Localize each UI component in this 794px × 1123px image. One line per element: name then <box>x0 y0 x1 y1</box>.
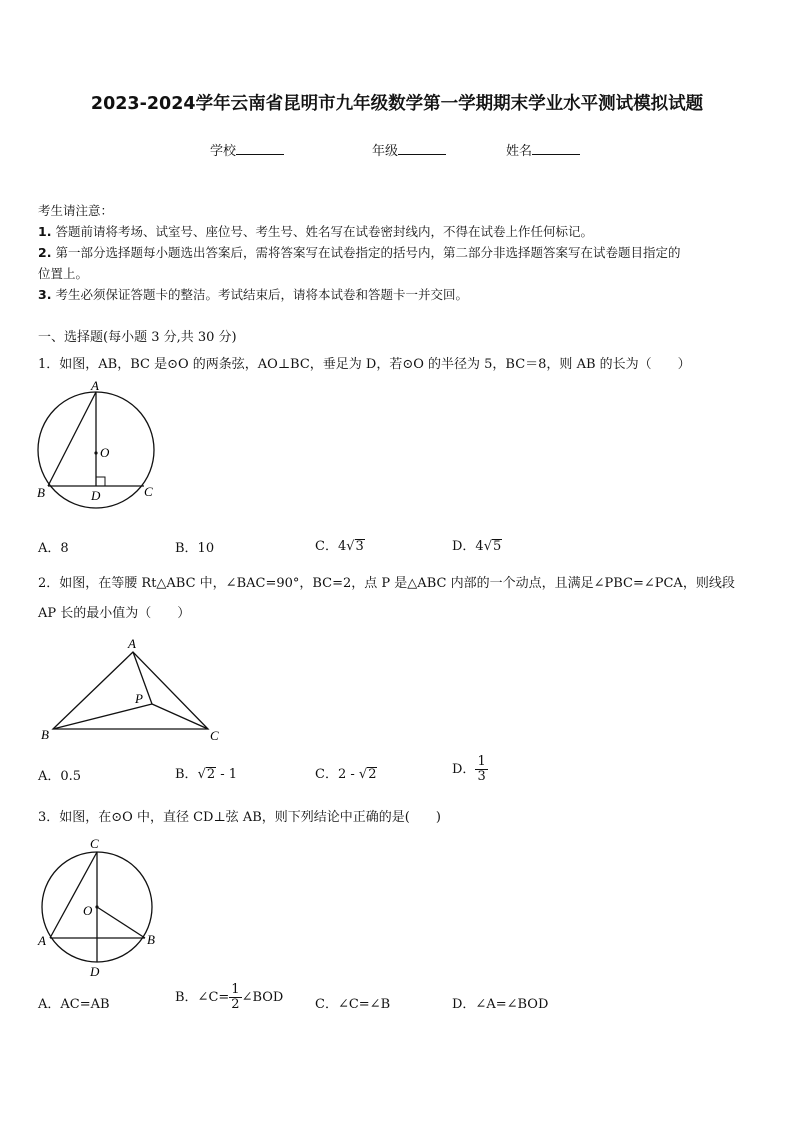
q1-label-d: D <box>91 488 101 503</box>
q3-option-b-prefix: B．∠C= <box>175 990 230 1005</box>
q2-triangle-abc <box>53 652 208 729</box>
q1-label-c: C <box>144 484 153 499</box>
note-2-cont: 位置上。 <box>38 266 89 281</box>
grade-label: 年级 <box>372 144 399 159</box>
q3-center-dot <box>95 905 98 908</box>
notes-heading: 考生请注意： <box>38 203 114 218</box>
q3-label-a: A <box>38 933 46 948</box>
q3-segment-ob <box>97 907 145 938</box>
name-label: 姓名 <box>506 144 533 159</box>
q2-option-d <box>452 755 488 784</box>
school-field <box>210 140 284 159</box>
q1-option-d-radicand: 5 <box>493 539 502 554</box>
q3-label-c: C <box>90 836 99 851</box>
section-heading: 一、选择题(每小题 3 分,共 30 分) <box>38 330 237 345</box>
q3-option-b-suffix: ∠BOD <box>241 990 284 1005</box>
q2-option-b-radicand: 2 <box>206 767 216 782</box>
q2-segment-bp <box>53 704 152 729</box>
q1-option-d-prefix: D．4 <box>452 539 484 554</box>
school-label: 学校 <box>210 144 237 159</box>
note-3-text: 考生必须保证答题卡的整洁。考试结束后，请将本试卷和答题卡一并交回。 <box>55 287 468 302</box>
q1-stem: 1．如图，AB，BC 是⊙O 的两条弦，AO⊥BC，垂足为 D，若⊙O 的半径为 5，BC＝8，则 AB 的长为（ ） <box>38 357 691 372</box>
q2-option-d-fraction <box>475 755 487 784</box>
q2-segment-cp <box>152 704 208 729</box>
q1-center-dot <box>94 451 97 454</box>
note-2-num: 2. <box>38 245 52 260</box>
note-1-text: 答题前请将考场、试室号、座位号、考生号、姓名写在试卷密封线内，不得在试卷上作任何标记。 <box>55 224 593 239</box>
q2-label-a: A <box>128 636 136 651</box>
q2-option-c: C．2 - √2 <box>315 767 377 782</box>
q2-option-d-denominator: 3 <box>477 769 486 784</box>
q1-option-a: A．8 <box>38 541 69 556</box>
q1-option-b: B．10 <box>175 541 215 556</box>
name-blank <box>532 142 580 155</box>
q2-option-c-radicand: 2 <box>368 767 377 782</box>
q1-option-d: D．4√5 <box>452 539 502 554</box>
q3-label-o: O <box>83 903 93 918</box>
q3-option-b-numerator: 1 <box>231 982 240 997</box>
school-blank <box>236 142 284 155</box>
q2-stem-line2: AP 长的最小值为（ ） <box>38 606 191 621</box>
q3-stem: 3．如图，在⊙O 中，直径 CD⊥弦 AB，则下列结论中正确的是( ) <box>38 810 441 825</box>
q3-label-b: B <box>147 932 155 947</box>
note-2-text: 第一部分选择题每小题选出答案后，需将答案写在试卷指定的括号内，第二部分非选择题答案写在试卷题目指定的 <box>55 245 681 260</box>
q2-stem-line1: 2．如图，在等腰 Rt△ABC 中，∠BAC=90°，BC=2，点 P 是△ABC 内部的一个动点，且满足∠PBC=∠PCA，则线段 <box>38 576 735 591</box>
q2-label-c: C <box>210 728 219 743</box>
q1-figure <box>30 380 170 505</box>
grade-blank <box>398 142 446 155</box>
q1-option-c: C．4√3 <box>315 539 364 554</box>
grade-field <box>372 140 446 159</box>
q2-label-b: B <box>41 727 49 742</box>
q3-option-b-fraction <box>229 983 241 1012</box>
q1-chord-ab <box>48 392 96 486</box>
q3-segment-ac <box>50 852 97 938</box>
q2-option-d-prefix: D． <box>452 762 476 777</box>
q1-right-angle-mark <box>96 477 105 486</box>
q2-option-d-numerator: 1 <box>477 754 486 769</box>
q2-label-p: P <box>135 691 143 706</box>
note-1 <box>38 221 593 242</box>
q1-label-o: O <box>100 445 110 460</box>
q3-label-d: D <box>90 964 100 979</box>
q3-option-b <box>175 983 283 1012</box>
q2-option-b-prefix: B． <box>175 767 198 782</box>
q2-option-b: B．√2 - 1 <box>175 767 238 782</box>
q1-option-c-prefix: C．4 <box>315 539 347 554</box>
q3-figure <box>35 835 165 980</box>
note-3 <box>38 284 468 305</box>
q2-option-a: A．0.5 <box>38 769 82 784</box>
q1-label-b: B <box>37 485 45 500</box>
q1-label-a: A <box>91 378 99 393</box>
q2-figure <box>35 632 225 747</box>
q3-option-b-denominator: 2 <box>231 997 240 1012</box>
name-field <box>506 140 580 159</box>
q3-option-d: D．∠A=∠BOD <box>452 997 549 1012</box>
q2-option-b-suffix: - 1 <box>216 767 238 782</box>
q1-option-c-radicand: 3 <box>355 539 364 554</box>
page-title: 2023-2024学年云南省昆明市九年级数学第一学期期末学业水平测试模拟试题 <box>90 94 704 114</box>
q3-option-c: C．∠C=∠B <box>315 997 391 1012</box>
note-2 <box>38 242 680 263</box>
q3-option-a: A．AC=AB <box>38 997 110 1012</box>
note-1-num: 1. <box>38 224 52 239</box>
note-3-num: 3. <box>38 287 52 302</box>
q2-option-c-prefix: C．2 - <box>315 767 359 782</box>
